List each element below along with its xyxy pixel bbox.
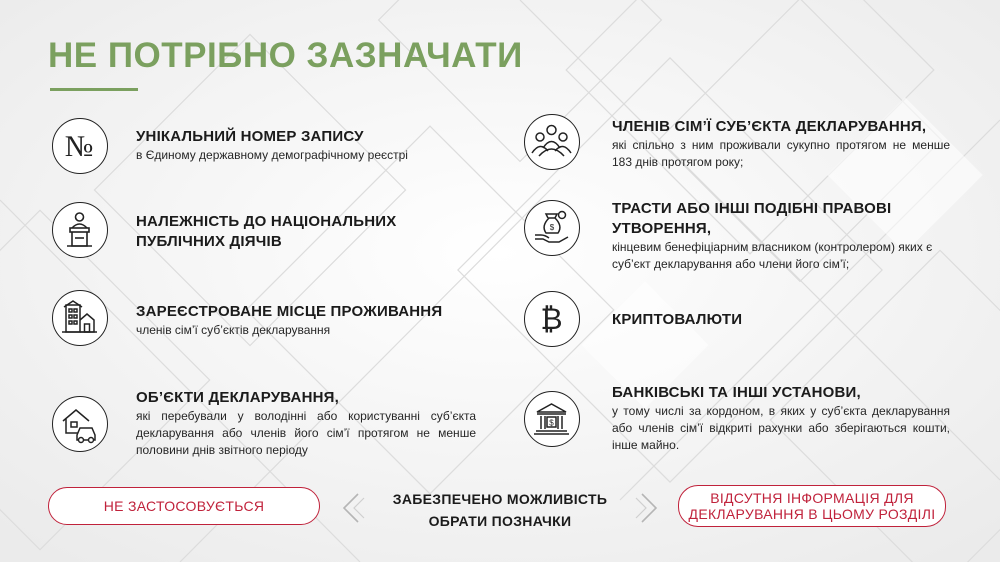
not-applicable-label: НЕ ЗАСТОСОВУЄТЬСЯ <box>103 498 265 514</box>
svg-text:₿: ₿ <box>540 303 563 336</box>
houses-icon <box>52 290 108 346</box>
bank-building-icon <box>524 391 580 447</box>
markers-note <box>368 488 632 532</box>
item-heading-line-2: УТВОРЕННЯ, <box>612 220 712 237</box>
markers-note-line-1: ЗАБЕЗПЕЧЕНО МОЖЛИВІСТЬ <box>392 491 608 507</box>
page-title: НЕ ПОТРІБНО ЗАЗНАЧАТИ <box>48 36 523 75</box>
numero-sign-icon <box>52 118 108 174</box>
item-subtext: в Єдиному державному демографічному реєстрі <box>136 148 408 162</box>
item-subtext: кінцевим бенефіціарним власником (контролером) яких є суб’єкт декларування або члени його сім’ї; <box>612 240 933 271</box>
left-item-public-figures <box>136 212 456 252</box>
right-item-family-members <box>612 117 950 171</box>
family-group-icon <box>524 114 580 170</box>
item-heading: КРИПТОВАЛЮТИ <box>612 311 743 328</box>
speaker-podium-icon <box>52 202 108 258</box>
item-subtext: які перебували у володінні або користуванні суб’єкта декларування або членів його сім’ї протягом не менше половини днів звітного періоду <box>136 409 476 457</box>
svg-text:$: $ <box>549 223 555 232</box>
bitcoin-icon <box>524 291 580 347</box>
no-information-option[interactable] <box>678 485 946 527</box>
markers-note-line-2: ОБРАТИ ПОЗНАЧКИ <box>428 513 572 529</box>
money-bag-hand-icon <box>524 200 580 256</box>
item-heading-line-2: ПУБЛІЧНИХ ДІЯЧІВ <box>136 233 282 250</box>
item-subtext: членів сім’ї суб’єктів декларування <box>136 323 331 337</box>
item-subtext: у тому числі за кордоном, в яких у суб’єкта декларування або членів сім’ї відкриті рахунки або зберігаються кошти, інше майно. <box>612 404 950 452</box>
left-item-registry-number <box>136 127 456 164</box>
item-heading-line-1: ТРАСТИ АБО ІНШІ ПОДІБНІ ПРАВОВІ <box>612 200 892 217</box>
item-subtext: які спільно з ним проживали сукупно протягом не менше 183 днів протягом року; <box>612 138 950 169</box>
no-information-line-2: ДЕКЛАРУВАННЯ В ЦЬОМУ РОЗДІЛІ <box>688 506 936 522</box>
item-heading: ОБ’ЄКТИ ДЕКЛАРУВАННЯ, <box>136 389 340 406</box>
left-item-declaration-objects <box>136 388 476 459</box>
right-item-trusts <box>612 199 950 273</box>
item-heading: ЗАРЕЄСТРОВАНЕ МІСЦЕ ПРОЖИВАННЯ <box>136 303 443 320</box>
right-item-crypto <box>612 310 950 330</box>
left-item-registered-residence <box>136 302 466 339</box>
item-heading: БАНКІВСЬКІ ТА ІНШІ УСТАНОВИ, <box>612 384 861 401</box>
title-underline <box>50 88 138 91</box>
item-heading: ЧЛЕНІВ СІМ’Ї СУБ’ЄКТА ДЕКЛАРУВАННЯ, <box>612 118 927 135</box>
svg-text:№: № <box>64 130 94 163</box>
chevron-right-icon <box>634 488 664 528</box>
svg-text:$: $ <box>549 418 554 428</box>
chevron-left-icon <box>336 488 366 528</box>
right-item-banks <box>612 383 950 454</box>
item-heading: УНІКАЛЬНИЙ НОМЕР ЗАПИСУ <box>136 128 364 145</box>
no-information-line-1: ВІДСУТНЯ ІНФОРМАЦІЯ ДЛЯ <box>710 490 914 506</box>
house-car-icon <box>52 396 108 452</box>
item-heading-line-1: НАЛЕЖНІСТЬ ДО НАЦІОНАЛЬНИХ <box>136 213 397 230</box>
not-applicable-option[interactable] <box>48 487 320 525</box>
